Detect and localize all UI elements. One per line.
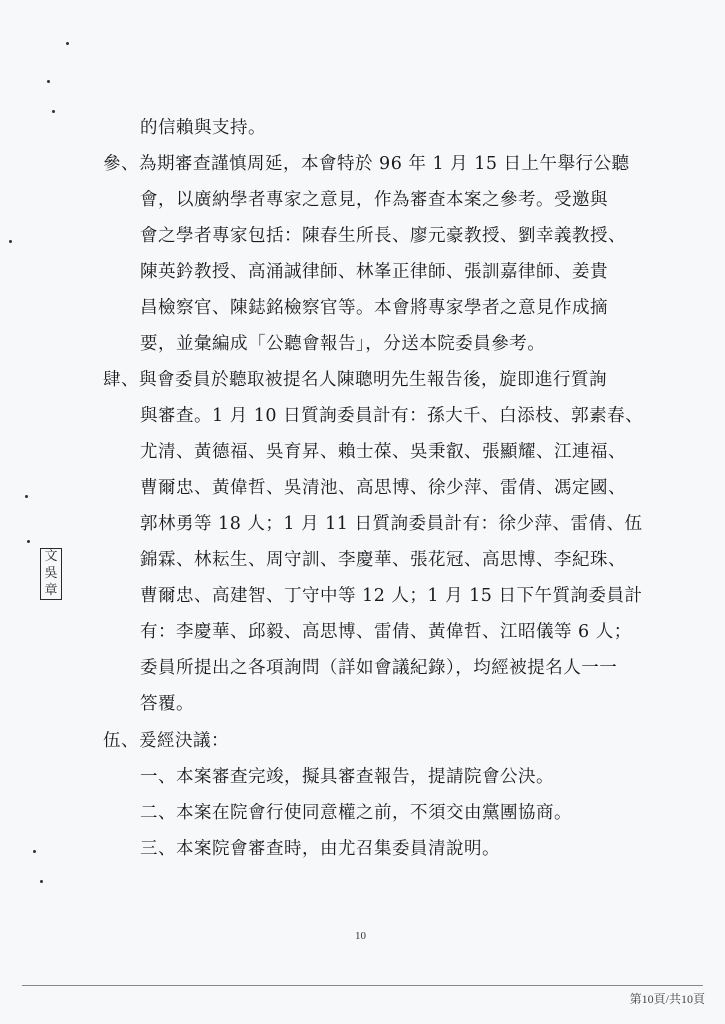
footer-divider [22, 985, 703, 986]
seal-char: 章 [44, 582, 58, 598]
scan-speck [9, 240, 12, 243]
page-count: 第10頁/共10頁 [629, 992, 705, 1006]
resolution-item-2: 二、本案在院會行使同意權之前，不須交由黨團協商。 [140, 803, 572, 823]
text-line: 尤清、黃德福、吳育昇、賴士葆、吳秉叡、張顯耀、江連福、 [140, 442, 626, 462]
text-line: 昌檢察官、陳鋕銘檢察官等。本會將專家學者之意見作成摘 [140, 298, 608, 318]
text-line: 錦霖、林耘生、周守訓、李慶華、張花冠、高思博、李紀珠、 [140, 550, 626, 570]
text-line: 曹爾忠、黃偉哲、吳清池、高思博、徐少萍、雷倩、馮定國、 [140, 478, 626, 498]
scan-speck [52, 110, 55, 113]
seal-char: 吳 [44, 565, 58, 581]
text-line: 有：李慶華、邱毅、高思博、雷倩、黃偉哲、江昭儀等 6 人； [140, 622, 632, 642]
scan-speck [47, 80, 50, 83]
text-line: 要，並彙編成「公聽會報告」，分送本院委員參考。 [140, 334, 546, 354]
seal-char: 文 [44, 549, 58, 565]
text-line: 委員所提出之各項詢問（詳如會議紀錄），均經被提名人一一 [140, 658, 618, 678]
page-number: 10 [355, 930, 366, 942]
scan-speck [33, 850, 36, 853]
text-line: 陳英鈐教授、高涌誠律師、林峯正律師、張訓嘉律師、姜貴 [140, 262, 608, 282]
text-line: 與審查。1 月 10 日質詢委員計有：孫大千、白添枝、郭素春、 [140, 406, 644, 426]
section-heading-5: 伍、爰經決議： [103, 731, 229, 751]
text-line: 的信賴與支持。 [140, 118, 266, 138]
text-line: 會，以廣納學者專家之意見，作為審查本案之參考。受邀與 [140, 190, 608, 210]
scan-speck [66, 42, 69, 45]
section-heading-3: 參、為期審查謹慎周延，本會特於 96 年 1 月 15 日上午舉行公聽 [103, 154, 630, 174]
scan-speck [40, 880, 43, 883]
scan-speck [25, 495, 28, 498]
text-line: 曹爾忠、高建智、丁守中等 12 人；1 月 15 日下午質詢委員計 [140, 586, 643, 606]
text-line: 會之學者專家包括：陳春生所長、廖元豪教授、劉幸義教授、 [140, 226, 626, 246]
resolution-item-3: 三、本案院會審查時，由尤召集委員清說明。 [140, 839, 500, 859]
resolution-item-1: 一、本案審查完竣，擬具審查報告，提請院會公決。 [140, 767, 554, 787]
text-line: 答覆。 [140, 694, 194, 714]
scan-speck [27, 540, 30, 543]
text-line: 郭林勇等 18 人；1 月 11 日質詢委員計有：徐少萍、雷倩、伍 [140, 514, 643, 534]
seal-stamp [40, 548, 62, 600]
section-heading-4: 肆、與會委員於聽取被提名人陳聰明先生報告後，旋即進行質詢 [103, 370, 607, 390]
